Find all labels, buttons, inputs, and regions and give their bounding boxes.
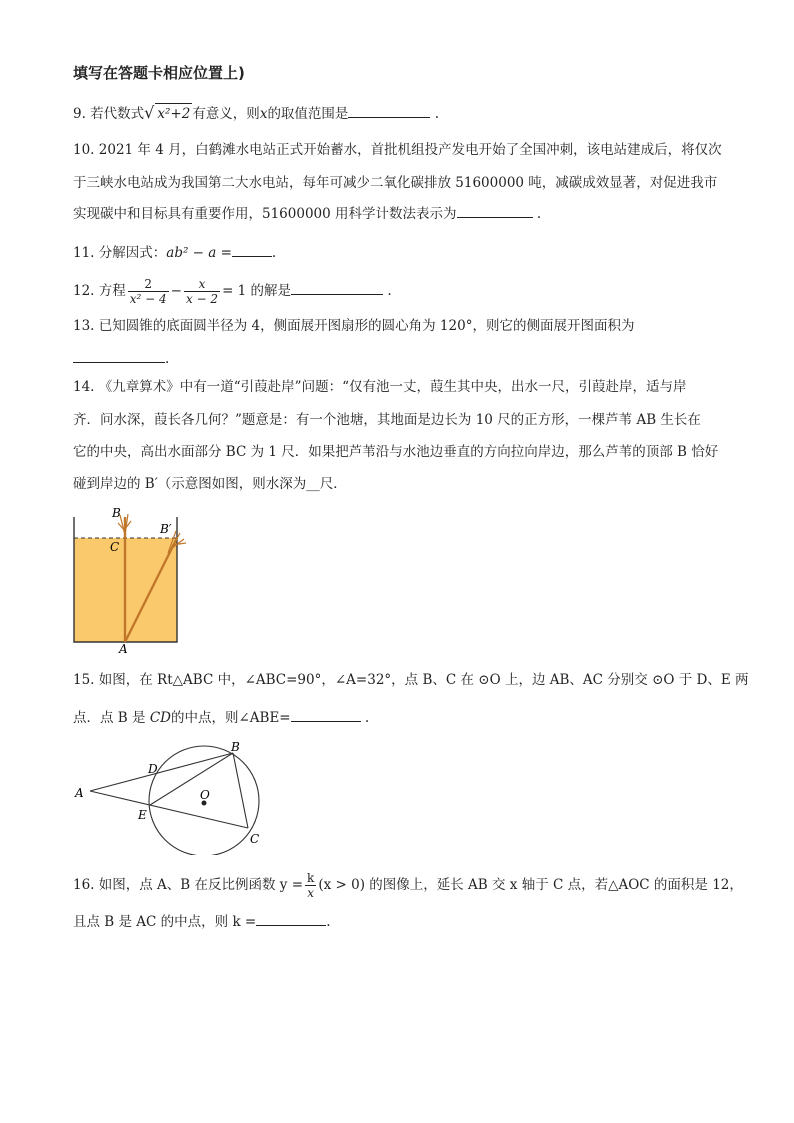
answer-blank-12[interactable] [291,280,383,295]
arc-cd: CD [149,710,171,726]
label-a: A [75,786,84,800]
reed-pond-figure [68,505,188,655]
label-c: C [110,540,120,554]
segment-ab [90,753,233,791]
fraction-k-over-x: $\frac{k}{x}$ [307,871,315,900]
question-14-line4: 碰到岸边的 B′（示意图如图，则水深为__尺． [73,476,347,492]
label-a: A [119,642,128,655]
label-o: O [200,788,210,802]
segment-be [150,753,233,805]
question-10-line2: 于三峡水电站成为我国第二大水电站，每年可减少二氧化碳排放 51600000 吨，减碳成效显著，对促进我市 [73,175,718,191]
label-b-prime: B′ [160,522,172,536]
answer-blank-15[interactable] [291,707,361,722]
label-b: B [231,740,240,754]
question-14-line2: 齐．问水深，葭长各几何？”题意是：有一个池塘，其地面是边长为 10 尺的正方形，一棵芦苇 AB 生长在 [73,412,701,428]
fraction-2: $\frac{x}{x - 2}$ [185,277,219,306]
question-13-line1: 13. 已知圆锥的底面圆半径为 4，侧面展开图扇形的圆心角为 120°，则它的侧面展开图面积为 [73,318,635,334]
segment-bc [233,753,248,828]
question-10-line1: 10. 2021 年 4 月，白鹤滩水电站正式开始蓄水，首批机组投产发电开始了全国冲刺，该电站建成后，将仅次 [73,142,722,158]
fraction-1: $\frac{2}{\text{x² − 4}}$ [129,277,167,306]
answer-blank-13[interactable] [73,348,165,363]
question-16-line2: 且点 B 是 AC 的中点，则 k = . [73,911,331,932]
question-16-line1: 16. 如图，点 A、B 在反比例函数 y = $\frac{k}{x}$ (x > 0) 的图像上，延长 AB 交 x 轴于 C 点，若△AOC 的面积是 12， [73,871,743,900]
label-d: D [148,762,158,776]
question-14-line3: 它的中央，高出水面部分 BC 为 1 尺．如果把芦苇沿与水池边垂直的方向拉向岸边，那么芦苇的顶部 B 恰好 [73,444,719,460]
section-header: 填写在答题卡相应位置上) [73,64,245,82]
radicand: x²+2 [155,103,192,124]
label-e: E [138,808,147,822]
question-12: 12. 方程 $\frac{2}{\text{x² − 4}}$ − $\frac{x}{x - 2}$ = 1 的解是 . [73,277,392,306]
question-9: 9. 若代数式√ x²+2 有意义，则x的取值范围是 . [73,103,440,122]
label-c: C [250,832,260,846]
question-15-line2: 点．点 B 是 CD的中点，则∠ABE= . [73,707,369,728]
label-b: B [112,506,121,520]
answer-blank-9[interactable] [348,103,430,118]
question-11: 11. 分解因式：ab² − a = . [73,242,276,263]
answer-blank-10[interactable] [457,203,533,218]
circle-triangle-figure [68,735,278,855]
segment-ac [90,791,248,828]
question-14-line1: 14. 《九章算术》中有一道“引葭赴岸”问题：“仅有池一丈，葭生其中央，出水一尺，引葭赴岸，适与岸 [73,379,687,395]
question-10-line3: 实现碳中和目标具有重要作用，51600000 用科学计数法表示为 . [73,203,541,224]
answer-blank-16[interactable] [256,911,326,926]
answer-blank-11[interactable] [232,242,272,257]
question-13-line2: . [73,348,169,369]
question-15-line1: 15. 如图，在 Rt△ABC 中，∠ABC=90°，∠A=32°，点 B、C 在 ⊙O 上，边 AB、AC 分别交 ⊙O 于 D、E 两 [73,672,749,688]
